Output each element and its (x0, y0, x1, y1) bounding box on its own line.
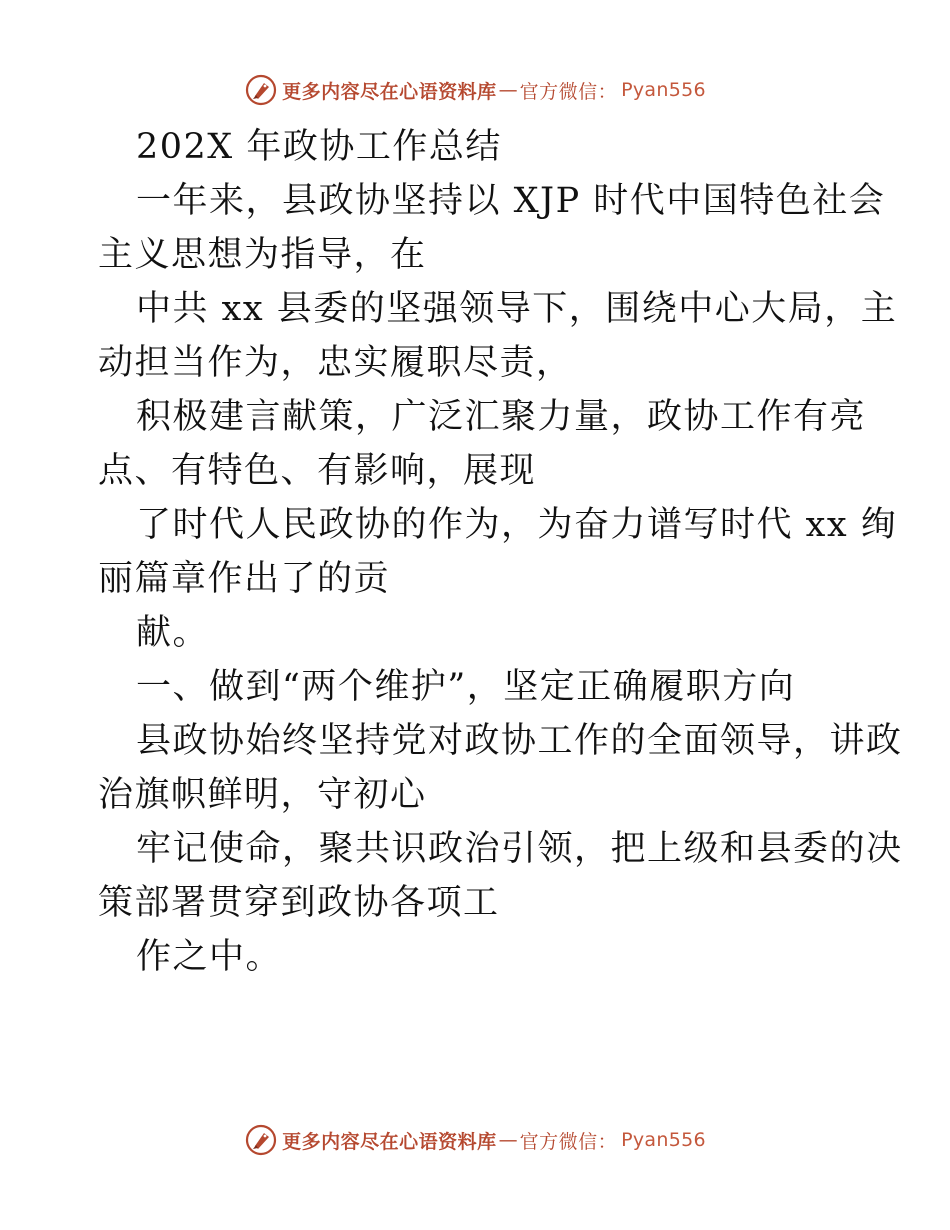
footer-watermark-banner (0, 1120, 950, 1160)
body-text-line: 了时代人民政协的作为，为奋力谱写时代 xx 绚 (136, 505, 898, 545)
promo-text: 更多内容尽在心语资料库 (282, 80, 497, 103)
banner-dash: — (498, 1129, 518, 1151)
header-watermark-banner (0, 70, 950, 110)
wechat-id: Pyan556 (621, 79, 706, 101)
body-text-line: 治旗帜鲜明，守初心 (98, 775, 427, 815)
pen-nib-circle-icon (244, 1123, 278, 1157)
body-text-line: 策部署贯穿到政协各项工 (98, 883, 500, 923)
banner-dash: — (498, 79, 518, 101)
pen-nib-circle-icon (244, 73, 278, 107)
wechat-id: Pyan556 (621, 1129, 706, 1151)
body-text-line: 丽篇章作出了的贡 (98, 559, 391, 599)
body-text-line: 一年来，县政协坚持以 XJP 时代中国特色社会 (136, 181, 886, 221)
body-text-line: 一、做到“两个维护”，坚定正确履职方向 (136, 667, 796, 707)
document-body (98, 120, 903, 984)
wechat-label: 官方微信： (519, 1130, 618, 1153)
body-text-line: 中共 xx 县委的坚强领导下，围绕中心大局，主 (136, 289, 898, 329)
body-text-line: 积极建言献策，广泛汇聚力量，政协工作有亮 (136, 397, 867, 437)
body-text-line: 献。 (136, 613, 210, 653)
body-text-line: 县政协始终坚持党对政协工作的全面领导，讲政 (136, 721, 903, 761)
body-text-line: 牢记使命，聚共识政治引领，把上级和县委的决 (136, 829, 903, 869)
document-title: 202X 年政协工作总结 (136, 127, 502, 167)
body-text-line: 主义思想为指导，在 (98, 235, 427, 275)
body-text-line: 作之中。 (136, 937, 283, 977)
wechat-label: 官方微信： (519, 80, 618, 103)
promo-text: 更多内容尽在心语资料库 (282, 1130, 497, 1153)
body-text-line: 点、有特色、有影响，展现 (98, 451, 537, 491)
body-text-line: 动担当作为，忠实履职尽责， (98, 343, 573, 383)
